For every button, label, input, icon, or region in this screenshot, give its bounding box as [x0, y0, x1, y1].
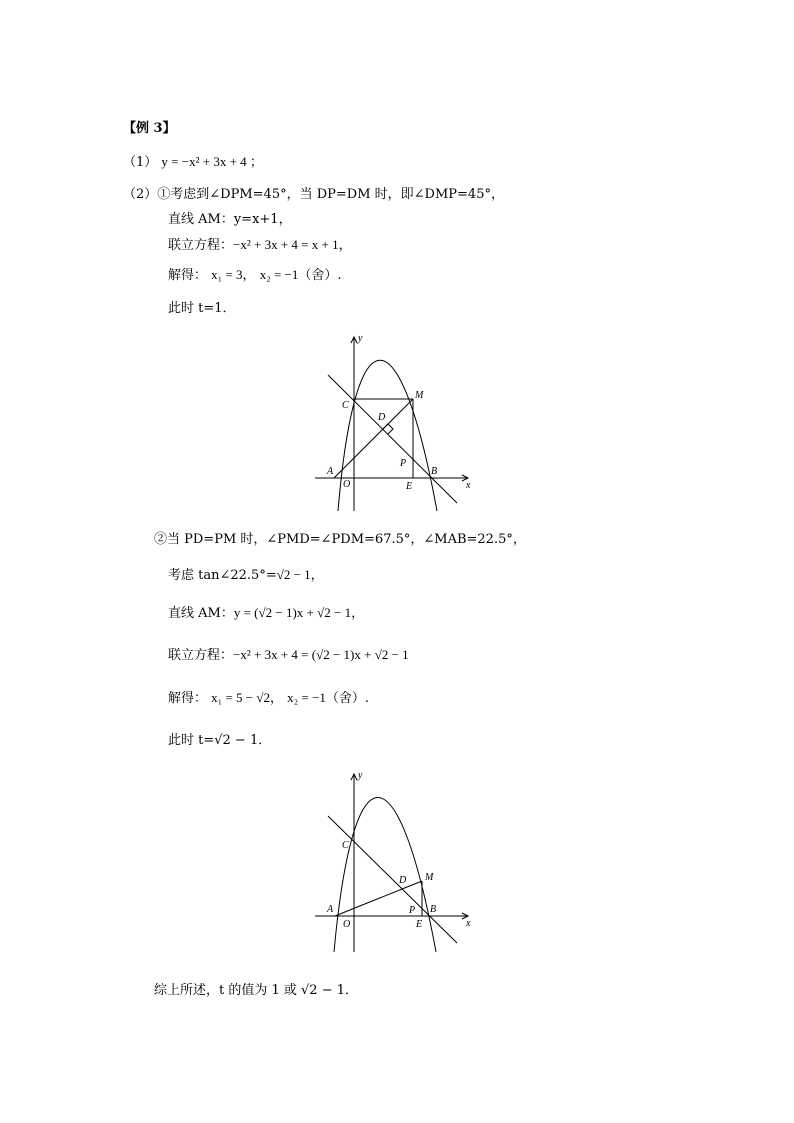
case2-t: 此时 t=√2 − 1．: [168, 733, 272, 748]
fig1-parabola: [338, 360, 437, 511]
case2-solve: 解得： x₁ = 5 − √2， x₂ = −1（舍）.: [168, 690, 369, 706]
case2-system: 联立方程：−x² + 3x + 4 = (√2 − 1)x + √2 − 1: [168, 647, 409, 663]
fig2-label-c: C: [342, 840, 349, 851]
fig2-label-b: B: [430, 904, 437, 915]
part1-line: [123, 153, 263, 172]
part1-equation: y = −x² + 3x + 4 ；: [161, 154, 263, 169]
case1-intro: （2）①考虑到∠DPM=45°，当 DP=DM 时，即∠DMP=45°，: [123, 187, 504, 202]
case2-line-am: 直线 AM：y = (√2 − 1)x + √2 − 1，: [168, 605, 365, 621]
fig1-label-c: C: [342, 400, 349, 411]
case1-x2: x₂ = −1: [259, 267, 299, 282]
fig1-label-e: E: [406, 481, 413, 492]
fig2-label-m: M: [425, 872, 434, 883]
fig2-label-o: O: [343, 919, 351, 930]
case2-tan: 考虑 tan∠22.5°=√2 − 1，: [168, 567, 324, 583]
case1-t: 此时 t=1．: [168, 301, 236, 316]
fig2-label-d: D: [399, 875, 407, 886]
fig2-label-x: x: [466, 918, 471, 929]
figure-2: [300, 766, 490, 956]
fig1-label-o: O: [343, 479, 351, 490]
fig2-label-a: A: [327, 904, 334, 915]
fig2-label-y: y: [358, 770, 363, 781]
figure-1: [300, 325, 490, 515]
fig1-right-angle: [383, 424, 393, 434]
fig1-label-p: P: [400, 458, 407, 469]
case1-line-am: 直线 AM：y=x+1，: [168, 212, 292, 227]
fig1-label-d: D: [378, 412, 386, 423]
case2-x2: x₂ = −1: [287, 690, 326, 705]
example-header: 【例 3】: [123, 121, 176, 136]
conclusion: 综上所述，t 的值为 1 或 √2 − 1．: [154, 983, 359, 998]
fig1-label-y: y: [358, 333, 363, 344]
fig2-label-e: E: [416, 919, 423, 930]
case2-x1: x₁ = 5 − √2: [211, 690, 270, 705]
case2-intro: ②当 PD=PM 时，∠PMD=∠PDM=67.5°，∠MAB=22.5°，: [154, 532, 526, 547]
part2-label: （2）: [123, 187, 158, 202]
case1-system: 联立方程：−x² + 3x + 4 = x + 1，: [168, 237, 352, 253]
case1-solve: 解得： x₁ = 3， x₂ = −1（舍）.: [168, 267, 342, 283]
fig2-label-p: P: [409, 905, 416, 916]
fig1-label-m: M: [415, 390, 424, 401]
fig1-label-a: A: [327, 466, 334, 477]
case1-x1: x₁ = 3: [211, 267, 243, 282]
part1-label: （1）: [123, 155, 158, 170]
fig1-label-x: x: [466, 480, 471, 491]
fig1-label-b: B: [431, 466, 438, 477]
